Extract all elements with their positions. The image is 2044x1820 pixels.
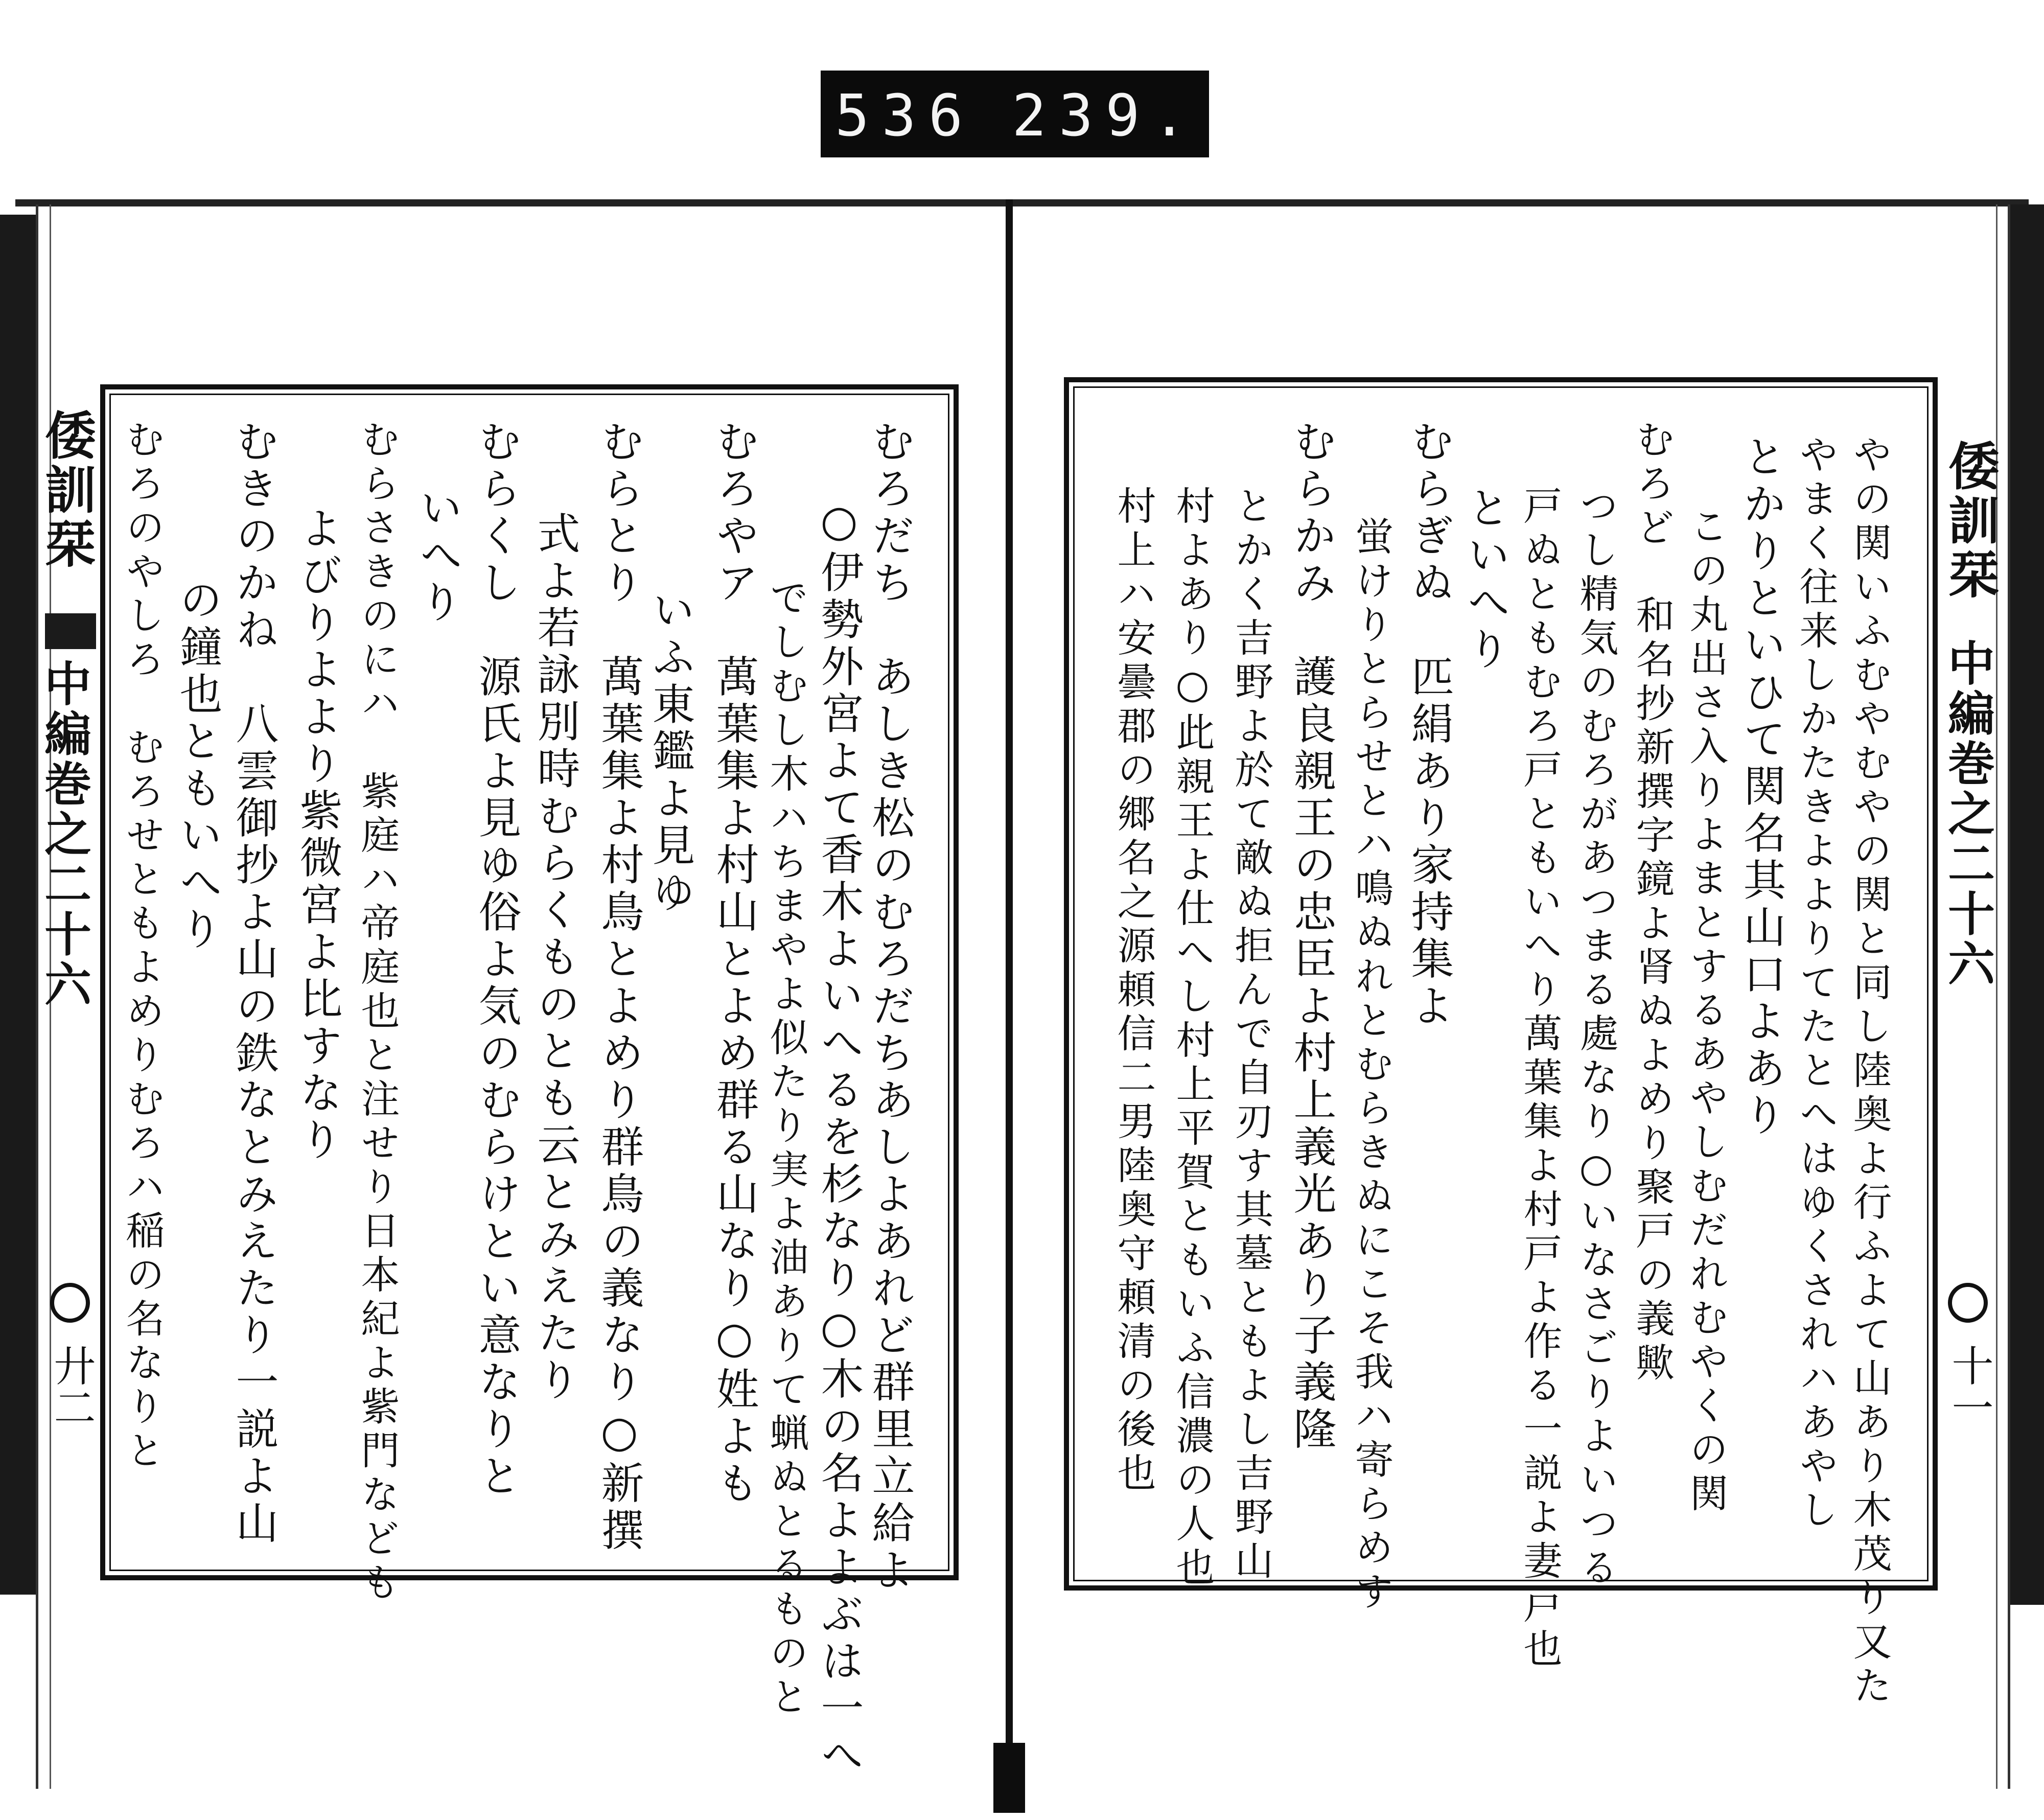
right-page-folio-mark (1948, 1283, 1988, 1323)
right-page-column-10: 蛍けりとらせとハ鳴ぬれとむらきぬにこそ我ハ寄らめす (1349, 516, 1394, 1615)
left-page-title: 倭訓栞 (36, 409, 97, 571)
right-page-folio: 十一 (1945, 1344, 1993, 1428)
right-page-column-2: やまく往来しかたきよよりてたとへはゆくされハあやし (1793, 434, 1839, 1533)
right-page-title: 倭訓栞 (1940, 440, 2000, 602)
right-page-column-7: 戸ぬともむろ戸ともいへり萬葉集よ村戸よ作る一説よ妻戸也 (1517, 486, 1563, 1672)
frame-number-label (821, 71, 1209, 157)
left-page-column-14: むろのやしろ むろせともよめりむろハ稲の名なりと (120, 419, 165, 1474)
left-page-column-8: むらくし 源氏よ見ゆ俗よ気のむらけとい意なりと (472, 419, 522, 1501)
left-page-column-12: むきのかね 八雲御抄よ山の鉄なとみえたり一説よ山 (229, 419, 279, 1548)
right-page-column-13: 村よあり○此親王よ仕へし村上平賀ともいふ信濃の人也 (1170, 486, 1215, 1591)
frame-number-right: 239. (1012, 83, 1199, 149)
left-page-column-10: むらさきのにハ 紫庭ハ帝庭也と注せり日本紀よ紫門なども (355, 419, 400, 1606)
left-page-column-13: の鐘也ともいへり (173, 578, 223, 954)
left-page-column-7: 式よ若詠別時むらくものとも云とみえたり (530, 511, 580, 1404)
left-page-column-1: むろだち あしき松のむろだちあしよあれど群里立給よ (865, 419, 915, 1595)
right-page-column-1: やの関いふむやむやの関と同し陸奥よ行ふよて山あり木茂り又た (1847, 434, 1892, 1709)
left-page-column-4: むろやア 萬葉集よ村山とよめ群る山なり○姓よも (709, 419, 759, 1508)
gutter-block (993, 1743, 1025, 1813)
right-page-column-9: むらぎぬ 匹絹あり家持集よ (1404, 419, 1454, 1030)
frame-number-left: 536 (835, 83, 975, 149)
left-page-column-9: いへり (413, 486, 463, 627)
right-page-column-14: 村上ハ安曇郡の郷名之源頼信二男陸奥守頼清の後也 (1111, 486, 1156, 1496)
left-page-title-band (45, 613, 96, 649)
right-page-column-12: とかく吉野よ於て敵ぬ拒んで自刃す其墓ともよし吉野山 (1228, 486, 1274, 1584)
left-page-folio: 廾二 (47, 1344, 96, 1428)
book-spine-left (0, 215, 36, 1595)
right-page-column-4: この丸出さ入りよまとするあやしむだれむやくの関 (1683, 506, 1729, 1517)
right-page-column-5: むろど 和名抄新撰字鏡よ肾ぬよめり聚戸の義歟 (1630, 419, 1675, 1386)
left-page-folio-mark (50, 1283, 90, 1323)
right-page-column-6: つし精気のむろがあつまる處なり○いなさごりよいつる (1573, 486, 1619, 1591)
left-page-column-11: よびりよより紫微宮よ比すなり (293, 506, 343, 1164)
left-page-column-3: でしむし木ハちまやよ似たり実よ油ありて蝋ぬとるものと (763, 578, 809, 1720)
left-page-section: 中編巻之二十六 (37, 659, 92, 1010)
book-gutter (1006, 199, 1013, 1813)
left-page-column-2: ○伊勢外宮よて香木よいへるを杉なり○木の名よよぶは一へ (814, 496, 864, 1780)
right-page-column-8: といへり (1460, 486, 1511, 674)
right-page-column-11: むらかみ 護良親王の忠臣よ村上義光あり子義隆 (1287, 419, 1337, 1454)
book-spine-right (2010, 204, 2044, 1605)
right-page-column-3: とかりといひて関名其山口よあり (1736, 434, 1786, 1140)
right-page-section: 中編巻之二十六 (1940, 639, 1995, 989)
left-page-column-6: むらとり 萬葉集よ村鳥とよめり群鳥の義なり○新撰 (594, 419, 644, 1555)
left-page-column-5: いふ東鑑よ見ゆ (645, 588, 695, 917)
